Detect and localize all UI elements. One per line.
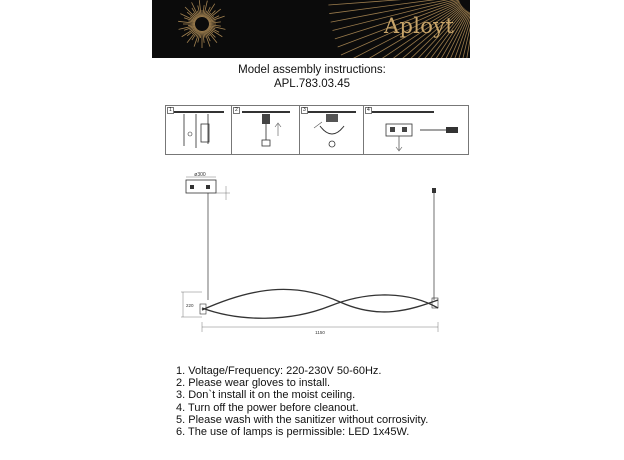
- height-dimension-label: 220: [186, 303, 194, 308]
- canopy-dimension-label: ø300: [194, 172, 206, 178]
- step-number: 4: [367, 107, 370, 113]
- note-item: 6. The use of lamps is permissible: LED 1x45W.: [176, 426, 410, 439]
- step-4-illustration: [364, 106, 468, 154]
- lamp-wave-upper: [202, 289, 438, 312]
- lamp-dimension-drawing: [180, 172, 460, 352]
- step-number: 1: [169, 107, 172, 113]
- assembly-steps: [165, 105, 469, 155]
- lamp-drawing-svg: [180, 172, 460, 352]
- note-item: 3. Don`t install it on the moist ceiling.: [176, 389, 356, 402]
- safety-notes: [176, 365, 428, 438]
- instructions-title: Model assembly instructions:: [238, 64, 386, 76]
- step-2: [232, 106, 300, 154]
- step-1: [166, 106, 232, 154]
- brand-banner: [152, 0, 470, 58]
- step-number: 2: [235, 107, 238, 113]
- note-item: 2. Please wear gloves to install.: [176, 377, 331, 390]
- note-item: 5. Please wash with the sanitizer without corrosivity.: [176, 413, 429, 426]
- step-1-illustration: [166, 106, 232, 154]
- lamp-wave-lower: [202, 295, 438, 318]
- step-3-illustration: [300, 106, 364, 154]
- model-number: APL.783.03.45: [273, 78, 351, 90]
- step-number: 3: [303, 107, 306, 113]
- step-3: [300, 106, 364, 154]
- width-dimension-label: 1150: [315, 330, 325, 335]
- step-2-illustration: [232, 106, 300, 154]
- note-item: 4. Turn off the power before cleanout.: [176, 401, 359, 414]
- step-4: [364, 106, 468, 154]
- brand-name: Aployt: [384, 14, 455, 38]
- note-item: 1. Voltage/Frequency: 220-230V 50-60Hz.: [176, 365, 382, 377]
